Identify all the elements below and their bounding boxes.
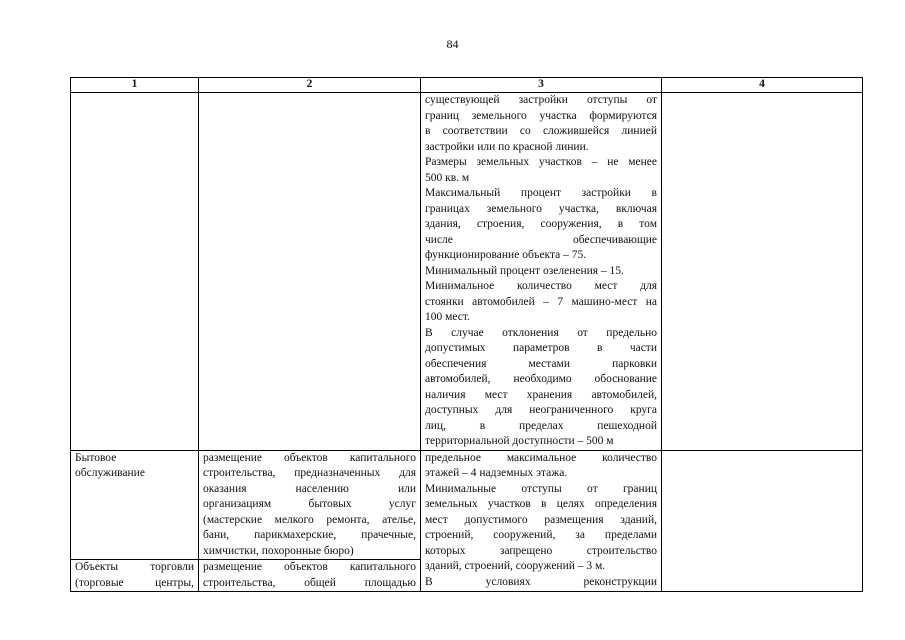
trade-col1-line: Объекты торговли <box>75 561 194 573</box>
cont-col3-line: Минимальное количество мест для <box>425 280 657 292</box>
cont-col3-line: границ земельного участка формируются <box>425 109 657 122</box>
cont-col3-line: Минимальный процент озеленения – 15. <box>425 264 624 277</box>
cont-col3-line: доступных для неограниченного круга <box>425 404 657 416</box>
bytovoe-col3-line: земельных участков в целях определения <box>425 498 657 510</box>
bytovoe-col3-line: строений, сооружений, за пределами <box>425 529 657 541</box>
bytovoe-col2-line: (мастерские мелкого ремонта, ателье, <box>203 513 416 526</box>
bytovoe-col3-line: В условиях реконструкции <box>425 575 657 588</box>
bytovoe-col2-line: организациям бытовых услуг <box>203 498 416 510</box>
table-row-continued <box>71 93 863 451</box>
bytovoe-col3-line: мест допустимого размещения зданий, <box>425 513 657 526</box>
bytovoe-col3-line: предельное максимальное количество <box>425 451 657 464</box>
trade-name-cell <box>71 560 199 592</box>
table-row-bytovoe <box>71 450 863 560</box>
cont-col3-line: территориальной доступности – 500 м <box>425 435 614 447</box>
bytovoe-col3-line: зданий, строений, сооружений – 3 м. <box>425 560 606 572</box>
cont-col3-line: числе обеспечивающие <box>425 233 657 246</box>
bytovoe-name-cell <box>71 450 199 560</box>
bytovoe-name-line-1: Бытовое <box>75 451 117 464</box>
trade-description-cell <box>199 560 421 592</box>
bytovoe-col4 <box>662 450 863 592</box>
cont-col3-line: здания, строения, сооружения, в том <box>425 218 657 230</box>
cont-col3-line: застройки или по красной линии. <box>425 140 589 153</box>
bytovoe-col3-line: этажей – 4 надземных этажа. <box>425 467 568 479</box>
trade-col2-line: размещение объектов капитального <box>203 561 416 573</box>
bytovoe-col3-line: которых запрещено строительство <box>425 544 657 557</box>
cont-col3-line: 500 кв. м <box>425 171 470 184</box>
trade-col2-line: строительства, общей площадью <box>203 576 416 589</box>
cont-col3-parameters <box>421 93 662 451</box>
cont-col3-line: допустимых параметров в части <box>425 342 657 354</box>
page-number: 84 <box>446 37 459 51</box>
column-header-4: 4 <box>662 78 863 93</box>
cont-col3-line: автомобилей, необходимо обоснование <box>425 373 657 385</box>
bytovoe-name-line-2: обслуживание <box>75 467 145 479</box>
cont-col4 <box>662 93 863 451</box>
cont-col2 <box>199 93 421 451</box>
cont-col3-line: В случае отклонения от предельно <box>425 326 657 339</box>
cont-col3-line: лиц, в пределах пешеходной <box>425 419 657 432</box>
bytovoe-parameters-cell <box>421 450 662 592</box>
bytovoe-col2-line: бани, парикмахерские, прачечные, <box>203 529 416 541</box>
bytovoe-col2-line: оказания населению или <box>203 482 416 495</box>
bytovoe-col3-line: Минимальные отступы от границ <box>425 482 657 495</box>
trade-col1-line: (торговые центры, <box>75 576 194 589</box>
column-header-3: 3 <box>421 78 662 93</box>
cont-col3-line: функционирование объекта – 75. <box>425 249 587 261</box>
cont-col3-line: границах земельного участка, включая <box>425 202 657 215</box>
column-header-1: 1 <box>71 78 199 93</box>
cont-col3-line: Максимальный процент застройки в <box>425 187 657 199</box>
bytovoe-col2-line: размещение объектов капитального <box>203 451 416 464</box>
cont-col3-line: Размеры земельных участков – не менее <box>425 156 657 168</box>
cont-col3-line: наличия мест хранения автомобилей, <box>425 388 657 401</box>
bytovoe-description-cell <box>199 450 421 560</box>
table-header-row <box>71 78 863 93</box>
cont-col3-line: 100 мест. <box>425 311 470 323</box>
zoning-table <box>70 77 863 592</box>
cont-col3-line: в соответствии со сложившейся линией <box>425 125 657 137</box>
column-header-2: 2 <box>199 78 421 93</box>
bytovoe-col2-line: химчистки, похоронные бюро) <box>203 544 354 557</box>
cont-col3-line: обеспечения местами парковки <box>425 357 657 370</box>
bytovoe-col2-line: строительства, предназначенных для <box>203 467 416 479</box>
cont-col3-line: существующей застройки отступы от <box>425 94 657 106</box>
cont-col3-line: стоянки автомобилей – 7 машино-мест на <box>425 295 657 308</box>
cont-col1 <box>71 93 199 451</box>
